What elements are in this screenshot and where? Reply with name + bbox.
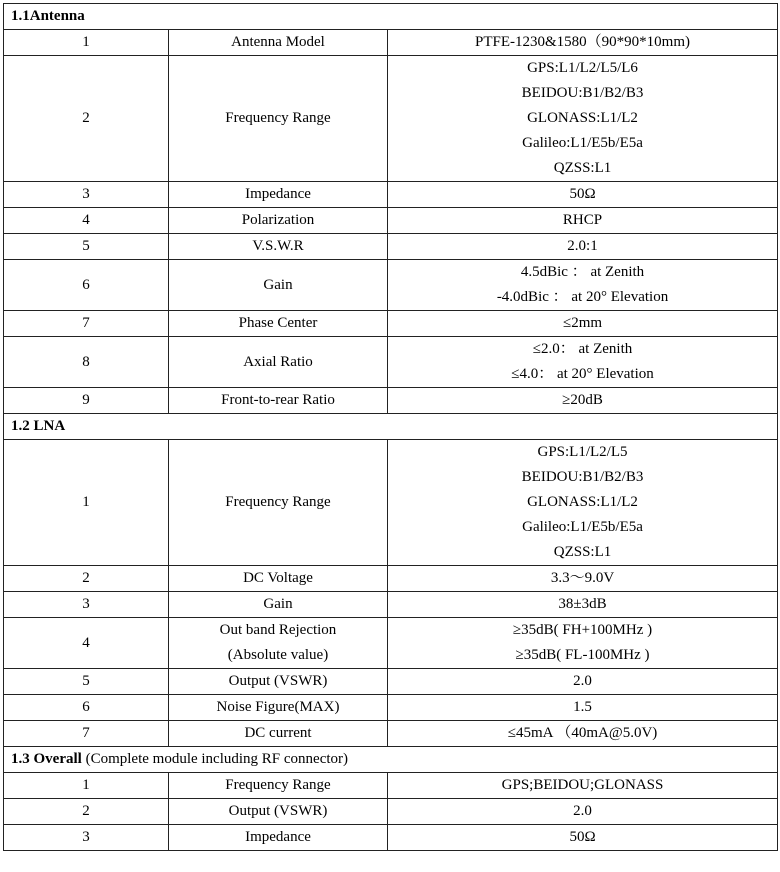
value-cell: [388, 337, 778, 388]
value-line: 1.5: [573, 699, 592, 715]
row-number: 1: [4, 440, 169, 566]
section-title: 1.1Antenna: [11, 8, 85, 24]
value-line: ≤2mm: [562, 315, 603, 331]
row-number: 2: [4, 56, 169, 182]
table-row: [4, 669, 778, 695]
value-line: GPS:L1/L2/L5: [537, 444, 628, 460]
section-title-cell: [4, 4, 778, 30]
value-line: 3.3～9.0V: [550, 570, 615, 586]
value-line: Galileo:L1/E5b/E5a: [522, 135, 643, 151]
value-line: 50Ω: [569, 829, 596, 845]
parameter-name: Axial Ratio: [243, 353, 313, 370]
row-number: 7: [4, 721, 169, 747]
table-row: [4, 234, 778, 260]
section-header-lna: [4, 414, 778, 440]
value-line: 2.0:1: [567, 238, 598, 254]
row-number: 8: [4, 337, 169, 388]
parameter-cell: [169, 799, 388, 825]
value-line: 38±3dB: [558, 596, 607, 612]
table-row: [4, 721, 778, 747]
table-row: [4, 695, 778, 721]
value-line: GLONASS:L1/L2: [527, 110, 638, 126]
row-number: 1: [4, 30, 169, 56]
parameter-name: DC Voltage: [243, 570, 313, 586]
parameter-cell: [169, 566, 388, 592]
table-row: [4, 208, 778, 234]
value-line: GPS:L1/L2/L5/L6: [527, 60, 638, 76]
parameter-cell: [169, 592, 388, 618]
row-number: 6: [4, 695, 169, 721]
parameter-cell: [169, 669, 388, 695]
parameter-cell: [169, 695, 388, 721]
parameter-cell: [169, 825, 388, 851]
row-number: 2: [4, 566, 169, 592]
row-number: 6: [4, 260, 169, 311]
parameter-cell: [169, 208, 388, 234]
value-line: -4.0dBic ： at 20° Elevation: [496, 289, 669, 305]
value-cell: [388, 566, 778, 592]
parameter-name: Impedance: [245, 829, 311, 845]
parameter-name: Out band Rejection: [219, 622, 337, 638]
table-row: [4, 182, 778, 208]
table-row: [4, 592, 778, 618]
value-line: 4.5dBic ： at Zenith: [520, 264, 645, 280]
value-cell: [388, 388, 778, 414]
value-line: 50Ω: [569, 186, 596, 202]
parameter-name: V.S.W.R: [252, 238, 304, 254]
parameter-name: Noise Figure(MAX): [216, 699, 340, 715]
spec-table: [3, 3, 778, 851]
row-number: 3: [4, 182, 169, 208]
value-cell: [388, 721, 778, 747]
parameter-cell: [169, 260, 388, 311]
value-line: GPS;BEIDOU;GLONASS: [501, 777, 664, 793]
table-row: [4, 30, 778, 56]
value-line: QZSS:L1: [553, 160, 612, 176]
row-number: 5: [4, 234, 169, 260]
parameter-name: DC current: [244, 725, 312, 741]
parameter-cell: [169, 56, 388, 182]
row-number: 4: [4, 208, 169, 234]
parameter-cell: [169, 337, 388, 388]
table-row: [4, 260, 778, 311]
table-row: [4, 388, 778, 414]
value-line: ≥35dB( FL-100MHz ): [515, 647, 650, 663]
section-header-antenna: [4, 4, 778, 30]
parameter-name: (Absolute value): [227, 647, 329, 663]
parameter-name: Output (VSWR): [228, 803, 328, 819]
parameter-cell: [169, 618, 388, 669]
section-header-overall: [4, 747, 778, 773]
value-cell: [388, 30, 778, 56]
parameter-name: Front-to-rear Ratio: [221, 392, 335, 408]
parameter-name: Frequency Range: [225, 494, 331, 510]
section-subtitle: (Complete module including RF connector): [81, 751, 349, 767]
value-line: Galileo:L1/E5b/E5a: [522, 519, 643, 535]
table-row: [4, 440, 778, 566]
table-row: [4, 56, 778, 182]
parameter-name: Phase Center: [238, 315, 318, 331]
parameter-cell: [169, 721, 388, 747]
value-line: ≤2.0： at Zenith: [532, 341, 633, 357]
parameter-name: Frequency Range: [225, 777, 331, 793]
parameter-name: Output (VSWR): [228, 673, 328, 689]
value-cell: [388, 260, 778, 311]
value-cell: [388, 182, 778, 208]
value-cell: [388, 56, 778, 182]
section-title: 1.2 LNA: [11, 418, 66, 434]
value-cell: [388, 208, 778, 234]
parameter-cell: [169, 773, 388, 799]
table-row: [4, 618, 778, 669]
parameter-cell: [169, 311, 388, 337]
value-line: BEIDOU:B1/B2/B3: [521, 469, 644, 485]
value-line: RHCP: [562, 212, 603, 228]
value-line: ≥20dB: [562, 392, 603, 408]
row-number: 1: [4, 773, 169, 799]
parameter-name: Polarization: [241, 212, 315, 228]
section-title-cell: [4, 747, 778, 773]
table-row: [4, 825, 778, 851]
parameter-name: Impedance: [245, 186, 311, 202]
value-cell: [388, 695, 778, 721]
row-number: 2: [4, 799, 169, 825]
section-title: 1.3 Overall: [11, 751, 82, 767]
table-row: [4, 337, 778, 388]
row-number: 4: [4, 618, 169, 669]
parameter-cell: [169, 234, 388, 260]
table-row: [4, 799, 778, 825]
spec-table-body: [4, 4, 778, 851]
parameter-cell: [169, 30, 388, 56]
row-number: 3: [4, 592, 169, 618]
value-line: ≤45mA （40mA@5.0V): [507, 725, 658, 741]
value-cell: [388, 440, 778, 566]
table-row: [4, 566, 778, 592]
value-cell: [388, 618, 778, 669]
value-cell: [388, 311, 778, 337]
value-cell: [388, 773, 778, 799]
value-line: BEIDOU:B1/B2/B3: [521, 85, 644, 101]
table-row: [4, 311, 778, 337]
value-line: 2.0: [573, 803, 592, 819]
value-line: ≥35dB( FH+100MHz ): [512, 622, 653, 638]
table-row: [4, 773, 778, 799]
parameter-cell: [169, 440, 388, 566]
row-number: 3: [4, 825, 169, 851]
value-line: GLONASS:L1/L2: [527, 494, 638, 510]
value-line: QZSS:L1: [553, 544, 612, 560]
parameter-cell: [169, 182, 388, 208]
value-line: 2.0: [573, 673, 592, 689]
value-cell: [388, 669, 778, 695]
parameter-name: Gain: [263, 596, 293, 612]
row-number: 7: [4, 311, 169, 337]
parameter-name: Antenna Model: [231, 34, 325, 50]
value-cell: [388, 592, 778, 618]
parameter-cell: [169, 388, 388, 414]
value-cell: [388, 234, 778, 260]
parameter-name: Gain: [263, 276, 293, 293]
row-number: 5: [4, 669, 169, 695]
value-cell: [388, 799, 778, 825]
value-line: PTFE-1230&1580（90*90*10mm): [475, 34, 691, 50]
parameter-name: Frequency Range: [225, 110, 331, 126]
value-line: ≤4.0： at 20° Elevation: [511, 366, 654, 382]
section-title-cell: [4, 414, 778, 440]
value-cell: [388, 825, 778, 851]
row-number: 9: [4, 388, 169, 414]
